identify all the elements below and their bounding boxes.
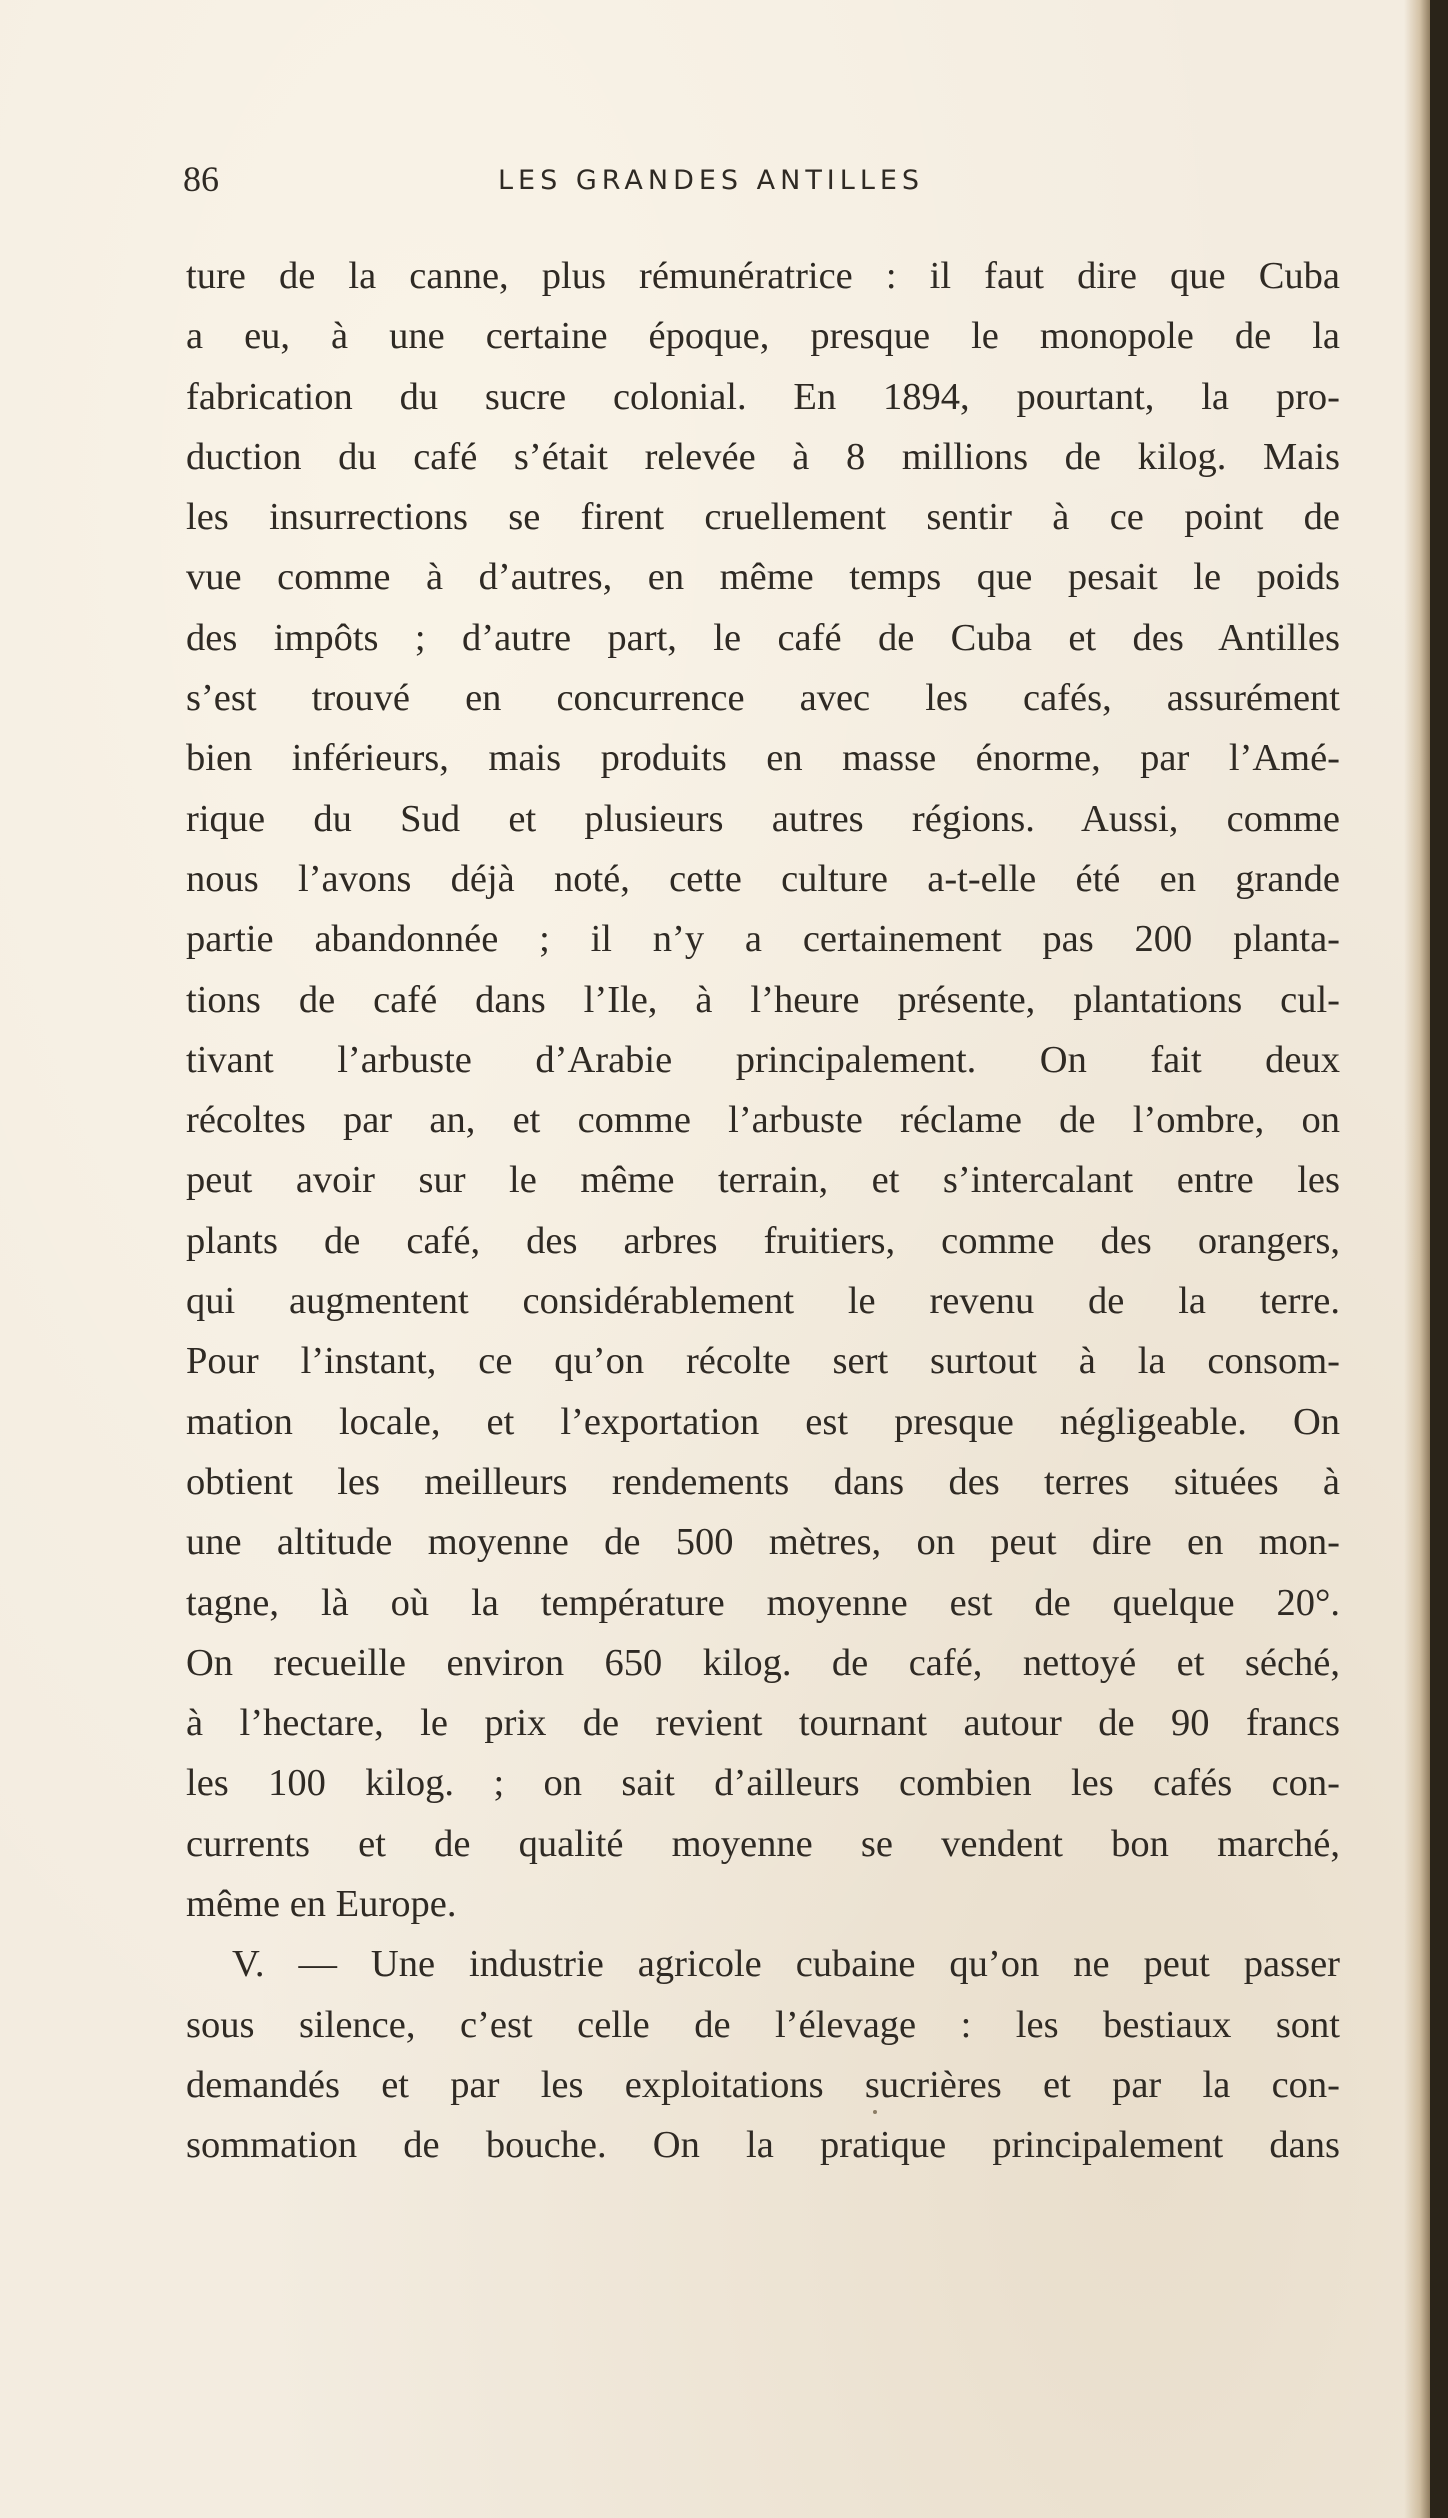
- text-line: des impôts ; d’autre part, le café de Cuba et des Antilles: [186, 616, 1340, 659]
- page-edge-shadow: [1404, 0, 1430, 2518]
- text-line: Pour l’instant, ce qu’on récolte sert surtout à la consom-: [186, 1340, 1340, 1383]
- text-line: currents et de qualité moyenne se vendent bon marché,: [186, 1822, 1340, 1865]
- text-line: les 100 kilog. ; on sait d’ailleurs combien les cafés con-: [186, 1762, 1340, 1805]
- text-line: On recueille environ 650 kilog. de café, nettoyé et séché,: [186, 1641, 1340, 1684]
- text-line: plants de café, des arbres fruitiers, comme des orangers,: [186, 1219, 1340, 1262]
- paper-speck: [873, 2110, 877, 2114]
- text-line: une altitude moyenne de 500 mètres, on peut dire en mon-: [186, 1521, 1340, 1564]
- text-line: V. — Une industrie agricole cubaine qu’on ne peut passer: [232, 1943, 1340, 1986]
- text-line: vue comme à d’autres, en même temps que pesait le poids: [186, 556, 1340, 599]
- text-line: tivant l’arbuste d’Arabie principalement. On fait deux: [186, 1038, 1340, 1081]
- text-line: tions de café dans l’Ile, à l’heure présente, plantations cul-: [186, 978, 1340, 1021]
- text-line: fabrication du sucre colonial. En 1894, pourtant, la pro-: [186, 375, 1340, 418]
- text-line: récoltes par an, et comme l’arbuste réclame de l’ombre, on: [186, 1099, 1340, 1142]
- text-line: obtient les meilleurs rendements dans des terres situées à: [186, 1460, 1340, 1503]
- text-line: sommation de bouche. On la pratique principalement dans: [186, 2124, 1340, 2167]
- text-line: bien inférieurs, mais produits en masse énorme, par l’Amé-: [186, 737, 1340, 780]
- body-text: [186, 246, 1340, 2176]
- text-line: sous silence, c’est celle de l’élevage : les bestiaux sont: [186, 2003, 1340, 2046]
- text-line: peut avoir sur le même terrain, et s’intercalant entre les: [186, 1159, 1340, 1202]
- page-number: 86: [183, 159, 219, 199]
- running-head: [183, 154, 1343, 204]
- text-line: même en Europe.: [186, 1883, 457, 1926]
- text-line: s’est trouvé en concurrence avec les cafés, assurément: [186, 677, 1340, 720]
- text-line: à l’hectare, le prix de revient tournant autour de 90 francs: [186, 1702, 1340, 1745]
- text-line: demandés et par les exploitations sucrières et par la con-: [186, 2063, 1340, 2106]
- text-line: rique du Sud et plusieurs autres régions. Aussi, comme: [186, 797, 1340, 840]
- running-head-title: LES GRANDES ANTILLES: [498, 165, 925, 196]
- text-line: a eu, à une certaine époque, presque le monopole de la: [186, 315, 1340, 358]
- text-line: ture de la canne, plus rémunératrice : il faut dire que Cuba: [186, 255, 1340, 297]
- text-line: tagne, là où la température moyenne est de quelque 20°.: [186, 1581, 1340, 1624]
- text-line: nous l’avons déjà noté, cette culture a-t-elle été en grande: [186, 857, 1340, 900]
- text-line: qui augmentent considérablement le revenu de la terre.: [186, 1280, 1340, 1323]
- text-line: mation locale, et l’exportation est presque négligeable. On: [186, 1400, 1340, 1443]
- text-line: partie abandonnée ; il n’y a certainement pas 200 planta-: [186, 918, 1340, 961]
- text-line: duction du café s’était relevée à 8 millions de kilog. Mais: [186, 435, 1340, 478]
- text-line: les insurrections se firent cruellement sentir à ce point de: [186, 496, 1340, 539]
